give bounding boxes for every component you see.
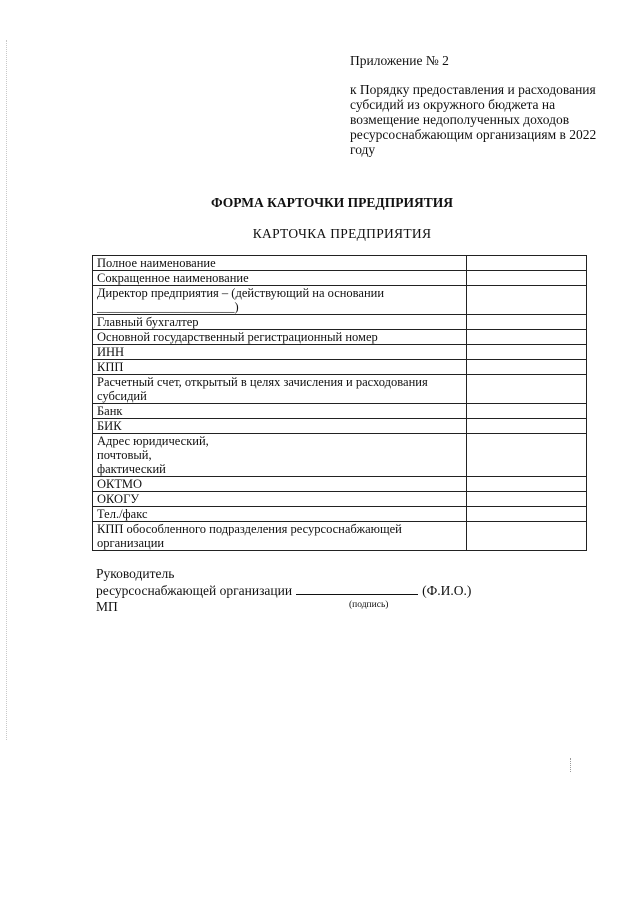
row-value <box>466 345 586 360</box>
row-label: Тел./факс <box>93 507 467 522</box>
row-value <box>466 375 586 404</box>
stamp-place-label: МП <box>96 599 118 614</box>
scan-speck-artifact <box>570 758 573 772</box>
row-value <box>466 330 586 345</box>
address-postal-label: почтовый, <box>97 448 152 462</box>
table-row <box>93 434 587 477</box>
table-row <box>93 507 587 522</box>
row-label: Банк <box>93 404 467 419</box>
row-value <box>466 315 586 330</box>
signature-blank <box>296 582 418 595</box>
table-row <box>93 477 587 492</box>
table-row <box>93 492 587 507</box>
row-value <box>466 434 586 477</box>
row-label: ОКОГУ <box>93 492 467 507</box>
row-label: КПП <box>93 360 467 375</box>
row-label: БИК <box>93 419 467 434</box>
address-actual-label: фактический <box>97 462 166 476</box>
row-value <box>466 404 586 419</box>
table-row <box>93 345 587 360</box>
signature-line2 <box>96 582 471 599</box>
signature-block <box>96 566 471 599</box>
row-value <box>466 507 586 522</box>
row-value <box>466 271 586 286</box>
row-label: Основной государственный регистрационный номер <box>93 330 467 345</box>
address-legal-label: Адрес юридический, <box>97 434 209 448</box>
row-label: ОКТМО <box>93 477 467 492</box>
table-row <box>93 375 587 404</box>
table-row <box>93 419 587 434</box>
table-row <box>93 256 587 271</box>
row-value <box>466 522 586 551</box>
row-value <box>466 492 586 507</box>
row-label <box>93 434 467 477</box>
row-value <box>466 477 586 492</box>
row-label: Полное наименование <box>93 256 467 271</box>
row-label: Сокращенное наименование <box>93 271 467 286</box>
table-row <box>93 315 587 330</box>
appendix-title: Приложение № 2 <box>350 53 449 68</box>
signature-line1: Руководитель <box>96 566 175 581</box>
table-row <box>93 330 587 345</box>
row-label: Главный бухгалтер <box>93 315 467 330</box>
row-label: ИНН <box>93 345 467 360</box>
form-heading: ФОРМА КАРТОЧКИ ПРЕДПРИЯТИЯ <box>211 195 453 210</box>
row-value <box>466 256 586 271</box>
row-label: Директор предприятия – (действующий на основании ______________________) <box>93 286 467 315</box>
table-row <box>93 271 587 286</box>
signature-fio-label: (Ф.И.О.) <box>422 583 472 598</box>
row-value <box>466 360 586 375</box>
row-value <box>466 419 586 434</box>
row-label: КПП обособленного подразделения ресурсоснабжающей организации <box>93 522 467 551</box>
scan-edge-artifact <box>6 40 9 740</box>
signature-caption: (подпись) <box>349 600 389 610</box>
table-row <box>93 404 587 419</box>
row-value <box>466 286 586 315</box>
table-row <box>93 522 587 551</box>
table-row <box>93 286 587 315</box>
enterprise-card-table <box>92 255 587 551</box>
signature-org-label: ресурсоснабжающей организации <box>96 583 293 598</box>
row-label: Расчетный счет, открытый в целях зачисления и расходования субсидий <box>93 375 467 404</box>
card-title: КАРТОЧКА ПРЕДПРИЯТИЯ <box>252 226 432 241</box>
appendix-text: к Порядку предоставления и расходования субсидий из окружного бюджета на возмещение недополученных доходов ресурсоснабжающим организациям в 2022 году <box>350 82 597 157</box>
table-row <box>93 360 587 375</box>
